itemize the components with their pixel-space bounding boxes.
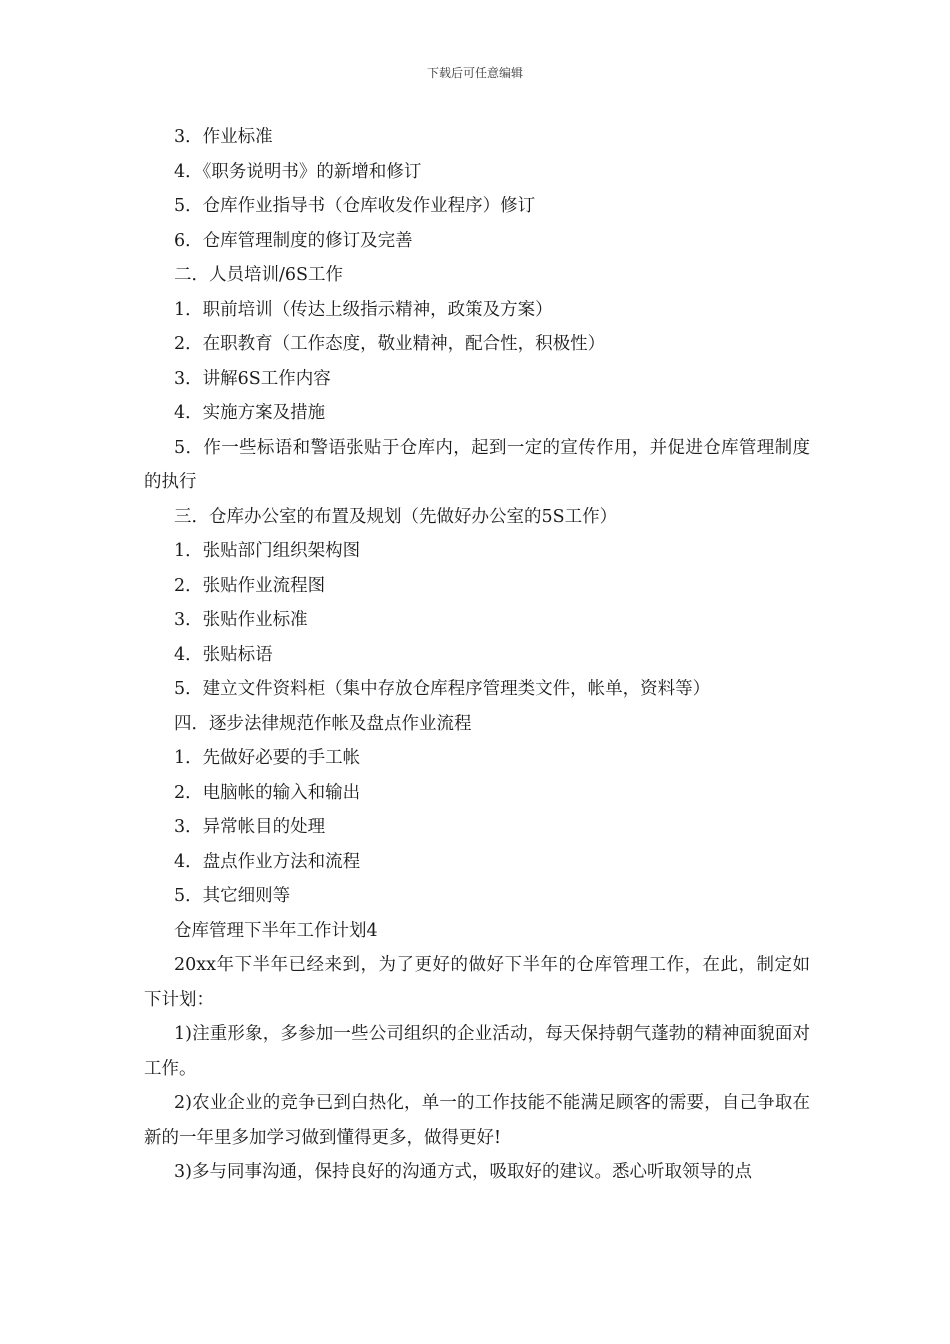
paragraph: 3)多与同事沟通，保持良好的沟通方式，吸取好的建议。悉心听取领导的点	[174, 1162, 752, 1182]
paragraph: 1．先做好必要的手工帐	[174, 748, 361, 768]
paragraph: 4．张贴标语	[174, 644, 273, 665]
document-subtitle: 仓库管理下半年工作计划4	[174, 920, 378, 941]
paragraph: 3．异常帐目的处理	[174, 817, 326, 837]
paragraph: 1．职前培训（传达上级指示精神，政策及方案）	[174, 299, 553, 320]
section-heading: 四．逐步法律规范作帐及盘点作业流程	[174, 713, 472, 734]
section-heading: 二．人员培训/6S工作	[174, 265, 344, 285]
section-heading: 三．仓库办公室的布置及规划（先做好办公室的5S工作）	[174, 506, 618, 527]
paragraph: 3．讲解6S工作内容	[174, 368, 331, 389]
document-body	[144, 120, 810, 1190]
paragraph: 2．电脑帐的输入和输出	[174, 782, 361, 803]
paragraph: 5．建立文件资料柜（集中存放仓库程序管理类文件，帐单，资料等）	[174, 679, 711, 699]
paragraph: 5．其它细则等	[174, 886, 291, 906]
paragraph: 20xx年下半年已经来到，为了更好的做好下半年的仓库管理工作，在此，制定如下计划：	[144, 955, 810, 1010]
paragraph: 4．盘点作业方法和流程	[174, 851, 361, 872]
paragraph: 3．张贴作业标准	[174, 610, 308, 630]
paragraph: 4．实施方案及措施	[174, 403, 326, 423]
paragraph: 5．仓库作业指导书（仓库收发作业程序）修订	[174, 196, 536, 216]
page-header: 下载后可任意编辑	[426, 66, 523, 80]
paragraph: 4．《职务说明书》的新增和修订	[174, 161, 422, 182]
paragraph: 3．作业标准	[174, 127, 273, 147]
paragraph: 1)注重形象，多参加一些公司组织的企业活动，每天保持朝气蓬勃的精神面貌面对工作。	[144, 1024, 810, 1079]
paragraph: 2．张贴作业流程图	[174, 575, 326, 596]
paragraph: 2．在职教育（工作态度，敬业精神，配合性，积极性）	[174, 334, 606, 354]
paragraph: 2)农业企业的竞争已到白热化，单一的工作技能不能满足顾客的需要，自己争取在新的一年里多加学习做到懂得更多，做得更好!	[144, 1093, 810, 1148]
paragraph: 6．仓库管理制度的修订及完善	[174, 230, 413, 251]
paragraph: 5．作一些标语和警语张贴于仓库内，起到一定的宣传作用，并促进仓库管理制度的执行	[144, 437, 810, 492]
paragraph: 1．张贴部门组织架构图	[174, 541, 361, 561]
